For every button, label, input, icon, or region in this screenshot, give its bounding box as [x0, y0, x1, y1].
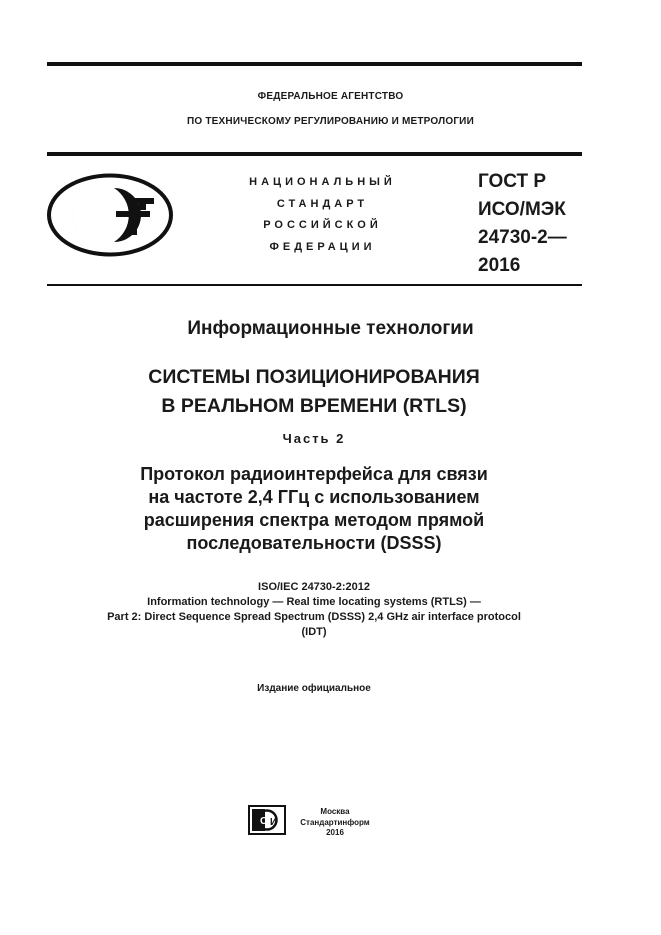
- designation-line: 2016: [478, 255, 521, 276]
- designation-line: ИСО/МЭК: [478, 199, 566, 220]
- iso-reference-line: (IDT): [301, 626, 327, 638]
- top-rule: [47, 62, 582, 66]
- system-title-line: В РЕАЛЬНОМ ВРЕМЕНИ (RTLS): [161, 395, 467, 417]
- standard-line: ФЕДЕРАЦИИ: [269, 240, 376, 253]
- publisher-name: Стандартинформ: [300, 817, 370, 827]
- designation-line: ГОСТ Р: [478, 171, 547, 192]
- agency-name-line-1: ФЕДЕРАЛЬНОЕ АГЕНТСТВО: [257, 91, 404, 102]
- document-title: Информационные технологии: [187, 318, 474, 339]
- standard-line: СТАНДАРТ: [276, 197, 369, 210]
- iso-reference: [0, 580, 628, 640]
- gost-r-logo: [46, 173, 174, 257]
- publisher-year: 2016: [326, 828, 344, 837]
- standartinform-logo: [248, 805, 286, 835]
- system-title-line: СИСТЕМЫ ПОЗИЦИОНИРОВАНИЯ: [148, 366, 480, 388]
- standard-designation: [478, 168, 567, 280]
- part-number: Часть 2: [282, 431, 346, 446]
- designation-line: 24730-2—: [478, 227, 567, 248]
- protocol-title-line: на частоте 2,4 ГГц с использованием: [148, 487, 480, 507]
- publisher-mark-left: С: [260, 816, 268, 827]
- protocol-title-line: последовательности (DSSS): [186, 533, 442, 553]
- agency-name-line-2: ПО ТЕХНИЧЕСКОМУ РЕГУЛИРОВАНИЮ И МЕТРОЛОГИИ: [187, 116, 474, 127]
- standard-line: НАЦИОНАЛЬНЫЙ: [249, 176, 396, 188]
- publisher-mark-right: И: [270, 817, 278, 828]
- system-title: [0, 363, 628, 421]
- iso-reference-line: Part 2: Direct Sequence Spread Spectrum (DSSS) 2,4 GHz air interface protocol: [107, 611, 521, 623]
- publisher-city: Москва: [320, 807, 350, 816]
- national-standard-label: [220, 172, 425, 258]
- iso-reference-line: Information technology — Real time locating systems (RTLS) —: [147, 596, 481, 608]
- middle-rule: [47, 152, 582, 156]
- publisher-info: [290, 807, 380, 839]
- protocol-title-line: Протокол радиоинтерфейса для связи: [140, 464, 488, 484]
- standard-line: РОССИЙСКОЙ: [263, 219, 382, 231]
- iso-reference-line: ISO/IEC 24730-2:2012: [258, 581, 370, 593]
- bottom-rule: [47, 284, 582, 286]
- protocol-title-line: расширения спектра методом прямой: [143, 510, 485, 530]
- protocol-title: [0, 463, 628, 555]
- edition-label: Издание официальное: [257, 683, 371, 694]
